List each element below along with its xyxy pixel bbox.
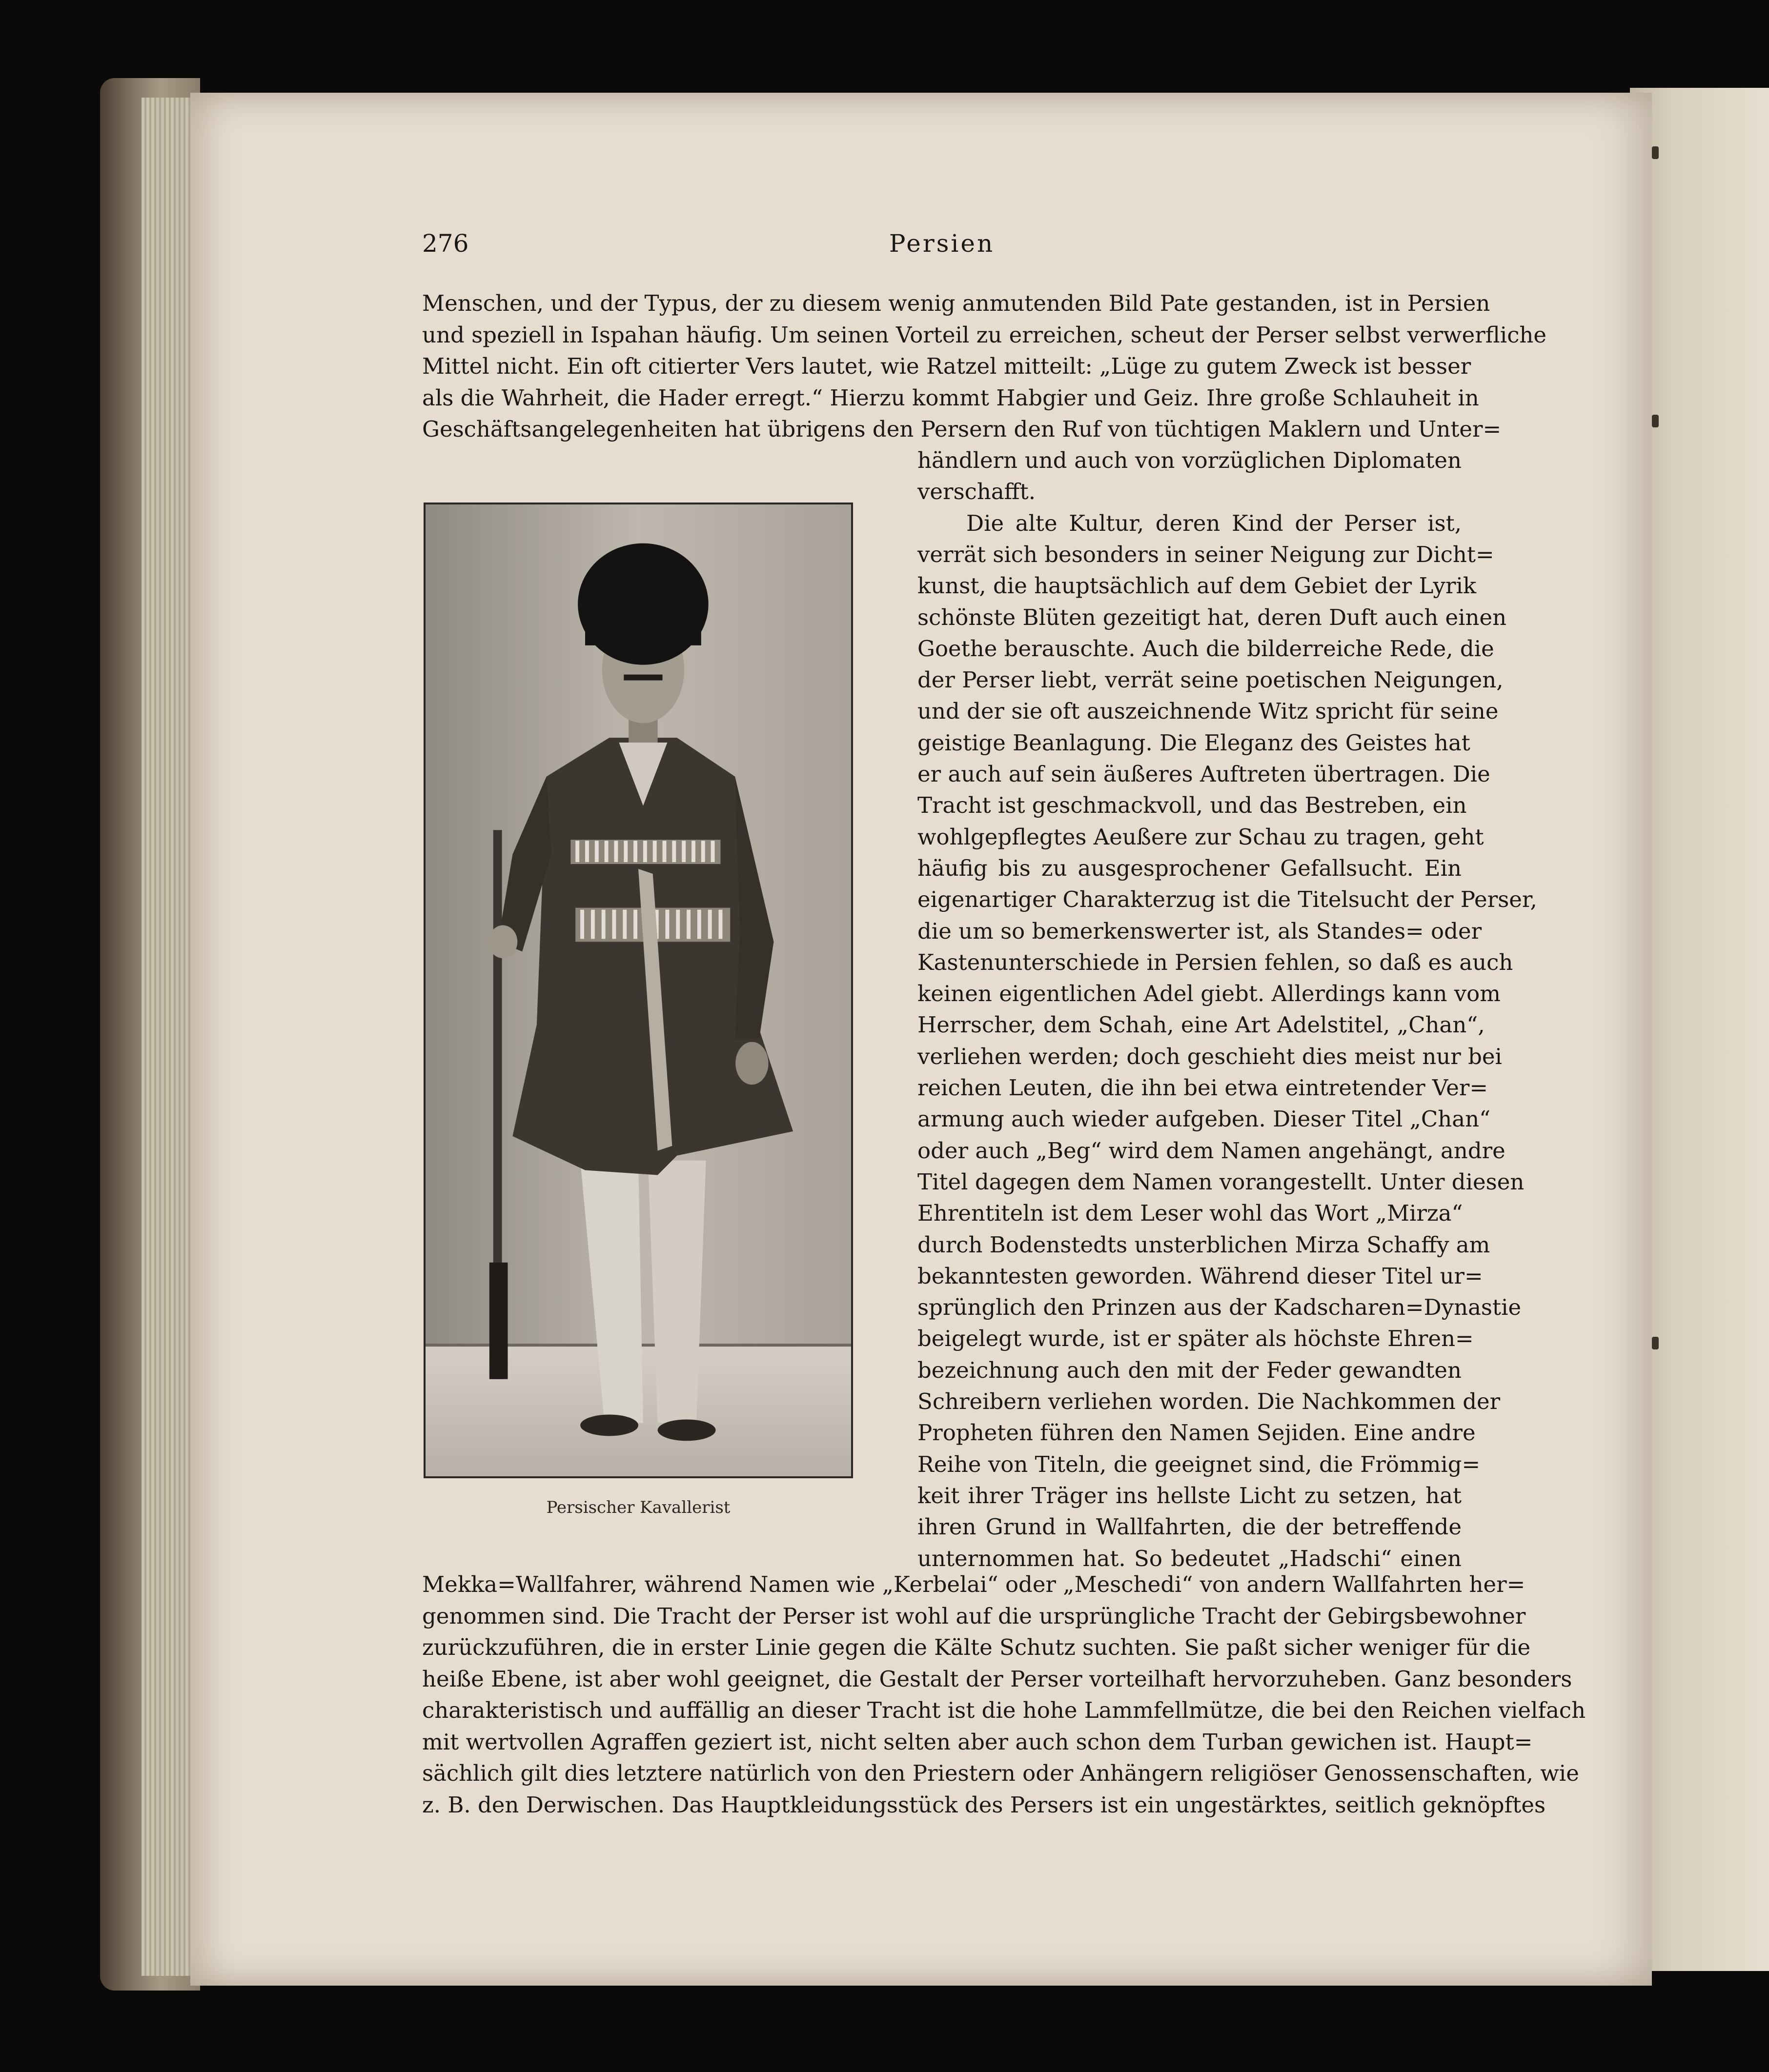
photo-persian-cavalryman [424,503,853,1478]
text-line: Titel dagegen dem Namen vorangestellt. Unter diesen [917,1168,1525,1195]
figure-caption: Persischer Kavallerist [546,1498,731,1517]
text-line: Die alte Kultur, deren Kind der Perser ist, [966,510,1462,536]
text-line: genommen sind. Die Tracht der Perser ist wohl auf die ursprüngliche Tracht der Gebirgsbewohner [422,1603,1526,1629]
text-line: oder auch „Beg“ wird dem Namen angehängt, andre [917,1137,1505,1164]
text-line: verrät sich besonders in seiner Neigung zur Dicht= [917,541,1494,567]
text-line: schönste Blüten gezeitigt hat, deren Duft auch einen [917,604,1507,630]
facing-page-mark [1652,1337,1659,1349]
text-line: charakteristisch und auffällig an dieser Tracht ist die hohe Lammfellmütze, die bei den Reichen vielfach [422,1697,1586,1723]
text-line: unternommen hat. So bedeutet „Hadschi“ einen [917,1545,1462,1571]
photo-illustration [426,504,851,1476]
text-line: keit ihrer Träger ins hellste Licht zu setzen, hat [917,1482,1462,1509]
text-line: die um so bemerkenswerter ist, als Standes= oder [917,918,1482,944]
facing-page-mark [1652,415,1659,427]
text-line: er auch auf sein äußeres Auftreten übertragen. Die [917,761,1490,787]
text-line: als die Wahrheit, die Hader erregt.“ Hierzu kommt Habgier und Geiz. Ihre große Schlauheit in [422,384,1479,411]
text-line: keinen eigentlichen Adel giebt. Allerdings kann vom [917,981,1501,1007]
text-line: Reihe von Titeln, die geeignet sind, die Frömmig= [917,1451,1481,1477]
text-line: Menschen, und der Typus, der zu diesem wenig anmutenden Bild Pate gestanden, ist in Persien [422,290,1490,316]
text-line: und speziell in Ispahan häufig. Um seinen Vorteil zu erreichen, scheut der Perser selbst verwerfliche [422,322,1547,348]
text-line: reichen Leuten, die ihn bei etwa eintretender Ver= [917,1075,1488,1101]
text-line: sprünglich den Prinzen aus der Kadscharen=Dynastie [917,1294,1522,1321]
text-line: bezeichnung auch den mit der Feder gewandten [917,1357,1462,1383]
text-line: mit wertvollen Agraffen geziert ist, nicht selten aber auch schon dem Turban gewichen ist. Haupt= [422,1729,1533,1755]
text-line: sächlich gilt dies letztere natürlich von den Priestern oder Anhängern religiöser Genossenschaften, wie [422,1760,1579,1786]
page-number: 276 [422,229,469,258]
text-line: Ehrentiteln ist dem Leser wohl das Wort „Mirza“ [917,1200,1463,1227]
text-line: Schreibern verliehen worden. Die Nachkommen der [917,1388,1501,1414]
text-line: Geschäftsangelegenheiten hat übrigens den Persern den Ruf von tüchtigen Maklern und Unter= [422,416,1502,442]
text-line: Kastenunterschiede in Persien fehlen, so daß es auch [917,949,1513,975]
text-line: verschafft. [917,479,1036,505]
text-line: beigelegt wurde, ist er später als höchste Ehren= [917,1326,1474,1352]
text-line: Herrscher, dem Schah, eine Art Adelstitel, „Chan“, [917,1012,1485,1038]
text-line: armung auch wieder aufgeben. Dieser Titel „Chan“ [917,1106,1491,1132]
text-line: heiße Ebene, ist aber wohl geeignet, die Gestalt der Perser vorteilhaft hervorzuheben. Ganz besonders [422,1666,1572,1692]
text-line: der Perser liebt, verrät seine poetischen Neigungen, [917,667,1504,693]
text-line: häufig bis zu ausgesprochener Gefallsucht. Ein [917,855,1462,881]
text-line: wohlgepflegtes Aeußere zur Schau zu tragen, geht [917,824,1484,850]
text-line: Tracht ist geschmackvoll, und das Bestreben, ein [917,792,1467,819]
page-header [422,229,1462,263]
text-line: eigenartiger Charakterzug ist die Titelsucht der Perser, [917,886,1537,913]
text-line: z. B. den Derwischen. Das Hauptkleidungsstück des Persers ist ein ungestärktes, seitlich geknöpftes [422,1791,1546,1818]
text-line: bekanntesten geworden. Während dieser Titel ur= [917,1263,1483,1289]
text-line: Mekka=Wallfahrer, während Namen wie „Kerbelai“ oder „Meschedi“ von andern Wallfahrten her= [422,1571,1525,1597]
facing-page-mark [1652,146,1659,159]
text-line: ihren Grund in Wallfahrten, die der betreffende [917,1514,1462,1540]
text-line: zurückzuführen, die in erster Linie gegen die Kälte Schutz suchten. Sie paßt sicher weniger für die [422,1634,1531,1660]
text-line: Propheten führen den Namen Sejiden. Eine andre [917,1420,1476,1446]
text-line: verliehen werden; doch geschieht dies meist nur bei [917,1043,1502,1069]
text-line: geistige Beanlagung. Die Eleganz des Geistes hat [917,729,1470,756]
running-title: Persien [889,229,995,258]
text-line: und der sie oft auszeichnende Witz spricht für seine [917,698,1499,724]
text-line: durch Bodenstedts unsterblichen Mirza Schaffy am [917,1231,1490,1258]
text-line: Mittel nicht. Ein oft citierter Vers lautet, wie Ratzel mitteilt: „Lüge zu gutem Zweck ist besser [422,353,1471,379]
text-line: Goethe berauschte. Auch die bilderreiche Rede, die [917,635,1494,662]
text-line: kunst, die hauptsächlich auf dem Gebiet der Lyrik [917,573,1477,599]
text-line: händlern und auch von vorzüglichen Diplomaten [917,447,1462,473]
